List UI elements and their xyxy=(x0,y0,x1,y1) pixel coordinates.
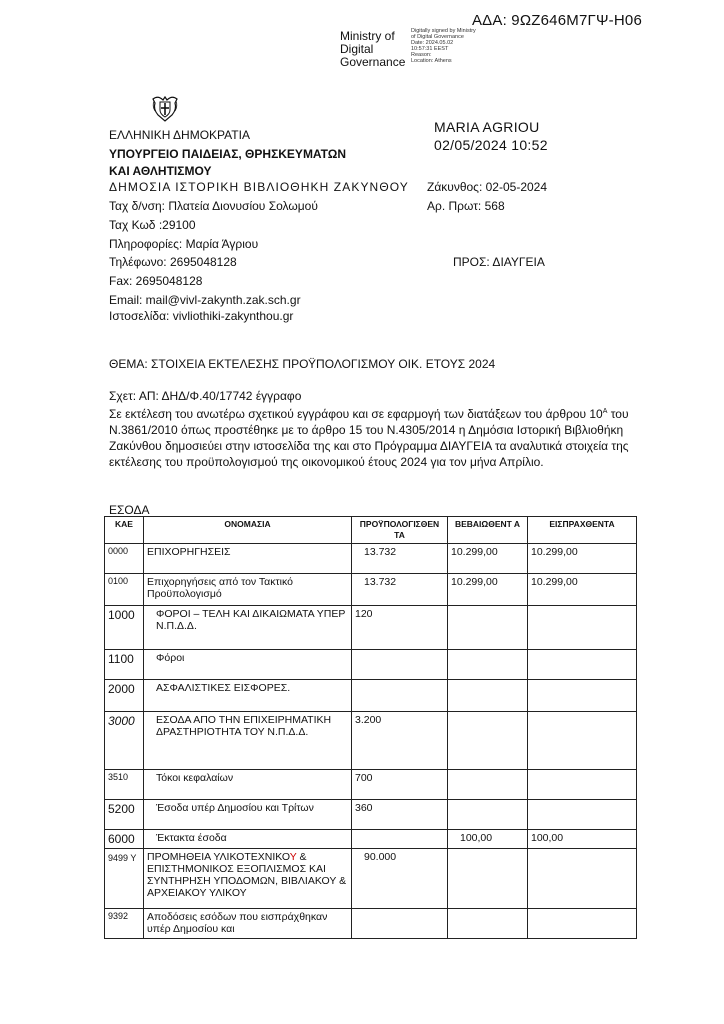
signature-detail-line: Reason: xyxy=(411,52,432,58)
collected-cell xyxy=(528,770,637,800)
kae-cell: 3000 xyxy=(105,712,144,770)
body-superscript: Α xyxy=(602,408,608,415)
kae-cell: 9392 xyxy=(105,909,144,939)
body-part-1: Σε εκτέλεση του ανωτέρω σχετικού εγγράφου και σε εφαρμογή των διατάξεων του άρθρου 10 xyxy=(109,407,603,421)
budget-cell: 700 xyxy=(352,770,448,800)
signature-detail-line: of Digital Governance xyxy=(411,34,464,40)
budget-cell: 13.732 xyxy=(352,574,448,606)
table-row xyxy=(105,830,637,849)
body-part-2: του Ν.3861/2010 όπως προστέθηκε με το άρθρο 15 του Ν.4305/2014 η Δημόσια Ιστορική Βιβλιοθήκη Ζακύνθου δημοσιεύει στην ιστοσελίδα της και στο Πρόγραμμα ΔΙΑΥΓΕΙΑ τα αναλυτικά στοιχεία της εκτέλεσης του προϋπολογισμού της οικονομικού έτους 2024 για τον μήνα Απρίλιο. xyxy=(109,407,629,469)
signer-name: MARIA AGRIOU xyxy=(434,119,540,135)
collected-cell xyxy=(528,680,637,712)
email: Email: mail@vivl-zakynth.zak.sch.gr xyxy=(109,293,301,307)
column-header-collected: ΕΙΣΠΡΑΧΘΕΝΤΑ xyxy=(528,517,637,544)
document-date: Ζάκυνθος: 02-05-2024 xyxy=(427,180,548,194)
collected-cell: 10.299,00 xyxy=(528,544,637,574)
collected-cell xyxy=(528,909,637,939)
budget-cell: 360 xyxy=(352,800,448,830)
kae-cell: 0000 xyxy=(105,544,144,574)
signature-details xyxy=(411,28,476,64)
republic-title: ΕΛΛΗΝΙΚΗ ΔΗΜΟΚΡΑΤΙΑ xyxy=(109,128,250,142)
name-cell: Έσοδα υπέρ Δημοσίου και Τρίτων xyxy=(144,800,352,830)
postal-code: Ταχ Κωδ :29100 xyxy=(109,218,196,232)
table-header-row xyxy=(105,517,637,544)
certified-cell: 100,00 xyxy=(448,830,528,849)
section-title: ΕΣΟΔΑ xyxy=(109,503,150,517)
table-row xyxy=(105,800,637,830)
budget-cell: 90.000 xyxy=(352,849,448,909)
name-cell: ΕΣΟΔΑ ΑΠΟ ΤΗΝ ΕΠΙΧΕΙΡΗΜΑΤΙΚΗ ΔΡΑΣΤΗΡΙΟΤΗΤΑ ΤΟΥ Ν.Π.Δ.Δ. xyxy=(144,712,352,770)
budget-cell: 3.200 xyxy=(352,712,448,770)
phone: Τηλέφωνο: 2695048128 xyxy=(109,255,237,269)
recipient: ΠΡΟΣ: ΔΙΑΥΓΕΙΑ xyxy=(453,255,545,269)
subject-line: ΘΕΜΑ: ΣΤΟΙΧΕΙΑ ΕΚΤΕΛΕΣΗΣ ΠΡΟΫΠΟΛΟΓΙΣΜΟΥ ΟΙΚ. ΕΤΟΥΣ 2024 xyxy=(109,357,496,371)
table-row xyxy=(105,712,637,770)
collected-cell xyxy=(528,800,637,830)
body-text xyxy=(109,388,629,470)
kae-cell: 1100 xyxy=(105,650,144,680)
signature-org-line: Ministry of xyxy=(340,29,395,43)
fax: Fax: 2695048128 xyxy=(109,274,203,288)
column-header-kae: ΚΑΕ xyxy=(105,517,144,544)
contact-person: Πληροφορίες: Μαρία Άγριου xyxy=(109,237,259,251)
kae-cell: 0100 xyxy=(105,574,144,606)
certified-cell xyxy=(448,712,528,770)
kae-cell: 3510 xyxy=(105,770,144,800)
collected-cell: 10.299,00 xyxy=(528,574,637,606)
library-name: ΔΗΜΟΣΙΑ ΙΣΤΟΡΙΚΗ ΒΙΒΛΙΟΘΗΚΗ ΖΑΚΥΝΘΟΥ xyxy=(109,180,409,194)
address: Ταχ δ/νση: Πλατεία Διονυσίου Σολωμού xyxy=(109,199,318,213)
name-cell: Φόροι xyxy=(144,650,352,680)
kae-cell: 5200 xyxy=(105,800,144,830)
budget-cell xyxy=(352,830,448,849)
collected-cell xyxy=(528,712,637,770)
name-cell: ΦΟΡΟΙ – ΤΕΛΗ ΚΑΙ ΔΙΚΑΙΩΜΑΤΑ ΥΠΕΡ Ν.Π.Δ.Δ. xyxy=(144,606,352,650)
name-part: ΠΡΟΜΗΘΕΙΑ ΥΛΙΚΟΤΕΧΝΙΚΟ xyxy=(147,851,290,863)
signature-detail-line: Location: Athens xyxy=(411,58,452,64)
collected-cell: 100,00 xyxy=(528,830,637,849)
certified-cell xyxy=(448,800,528,830)
table-row xyxy=(105,909,637,939)
ministry-line-1: ΥΠΟΥΡΓΕΙΟ ΠΑΙΔΕΙΑΣ, ΘΡΗΣΚΕΥΜΑΤΩΝ xyxy=(109,147,347,161)
ada-code: ΑΔΑ: 9ΩΖ646Μ7ΓΨ-Η06 xyxy=(471,12,642,29)
kae-cell: 2000 xyxy=(105,680,144,712)
signature-org-line: Digital xyxy=(340,42,374,56)
kae-cell: 9499 Υ xyxy=(105,849,144,909)
greek-emblem-icon xyxy=(150,93,180,123)
website: Ιστοσελίδα: vivliothiki-zakynthou.gr xyxy=(109,309,294,323)
name-cell: Έκτακτα έσοδα xyxy=(144,830,352,849)
name-part: & ΕΠΙΣΤΗΜΟΝΙΚΟΣ ΕΞΟΠΛΙΣΜΟΣ ΚΑΙ ΣΥΝΤΗΡΗΣΗ ΥΠΟΔΟΜΩΝ, ΒΙΒΛΙΑΚΟΥ & ΑΡΧΕΙΑΚΟΥ ΥΛΙΚΟΥ xyxy=(147,851,347,899)
table-row xyxy=(105,770,637,800)
certified-cell: 10.299,00 xyxy=(448,544,528,574)
reference-line: Σχετ: ΑΠ: ΔΗΔ/Φ.40/17742 έγγραφο xyxy=(109,389,302,403)
column-header-budget: ΠΡΟΫΠΟΛΟΓΙΣΘΕΝ ΤΑ xyxy=(352,517,448,544)
certified-cell xyxy=(448,680,528,712)
signature-detail-line: Date: 2024.05.02 xyxy=(411,40,454,46)
signer-block xyxy=(434,118,548,154)
kae-cell: 1000 xyxy=(105,606,144,650)
name-cell: Αποδόσεις εσόδων που εισπράχθηκαν υπέρ Δημοσίου και xyxy=(144,909,352,939)
signature-detail-line: 10:57:31 EEST xyxy=(411,46,449,52)
name-cell: ΑΣΦΑΛΙΣΤΙΚΕΣ ΕΙΣΦΟΡΕΣ. xyxy=(144,680,352,712)
table-row xyxy=(105,606,637,650)
revenue-table xyxy=(104,516,637,939)
name-cell xyxy=(144,849,352,909)
budget-cell xyxy=(352,650,448,680)
collected-cell xyxy=(528,606,637,650)
certified-cell xyxy=(448,849,528,909)
budget-cell xyxy=(352,680,448,712)
signature-organization xyxy=(340,30,405,69)
column-header-certified: ΒΕΒΑΙΩΘΕΝΤ Α xyxy=(448,517,528,544)
budget-cell xyxy=(352,909,448,939)
column-header-name: ΟΝΟΜΑΣΙΑ xyxy=(144,517,352,544)
name-highlight: Υ xyxy=(289,851,297,863)
protocol-number: Αρ. Πρωτ: 568 xyxy=(427,199,505,213)
budget-cell: 13.732 xyxy=(352,544,448,574)
signature-detail-line: Digitally signed by Ministry xyxy=(411,28,476,34)
kae-cell: 6000 xyxy=(105,830,144,849)
name-cell: ΕΠΙΧΟΡΗΓΗΣΕΙΣ xyxy=(144,544,352,574)
table-row xyxy=(105,650,637,680)
certified-cell xyxy=(448,770,528,800)
signer-datetime: 02/05/2024 10:52 xyxy=(434,137,548,153)
collected-cell xyxy=(528,849,637,909)
signature-org-line: Governance xyxy=(340,55,406,69)
body-paragraph xyxy=(109,404,629,470)
collected-cell xyxy=(528,650,637,680)
certified-cell xyxy=(448,909,528,939)
table-row xyxy=(105,849,637,909)
table-row xyxy=(105,544,637,574)
certified-cell xyxy=(448,606,528,650)
budget-cell: 120 xyxy=(352,606,448,650)
name-cell: Επιχορηγήσεις από τον Τακτικό Προϋπολογισμό xyxy=(144,574,352,606)
table-row xyxy=(105,574,637,606)
ministry-line-2: ΚΑΙ ΑΘΛΗΤΙΣΜΟΥ xyxy=(109,164,212,178)
name-cell: Τόκοι κεφαλαίων xyxy=(144,770,352,800)
certified-cell xyxy=(448,650,528,680)
table-row xyxy=(105,680,637,712)
certified-cell: 10.299,00 xyxy=(448,574,528,606)
